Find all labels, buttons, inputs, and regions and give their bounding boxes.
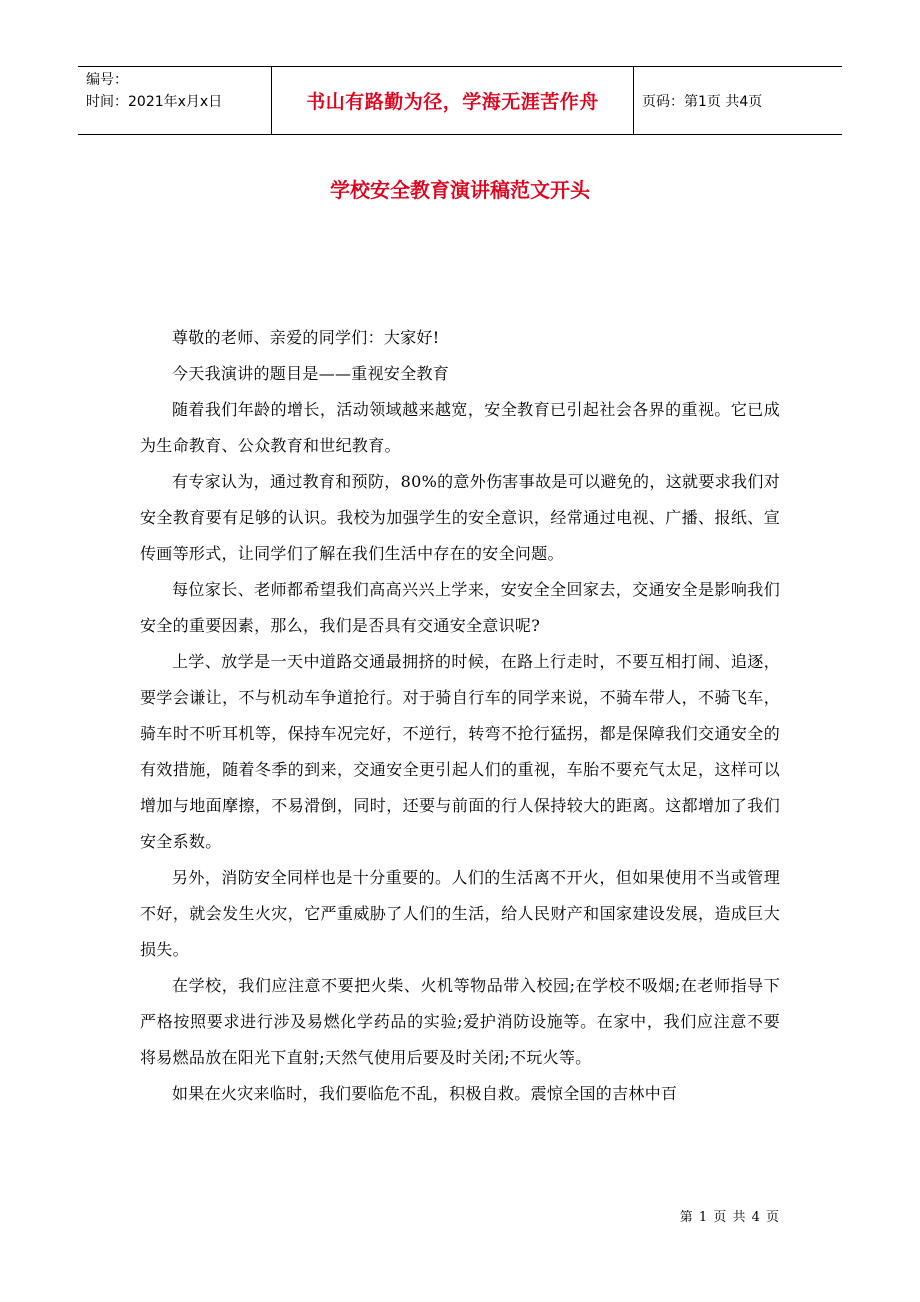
paragraph: 另外，消防安全同样也是十分重要的。人们的生活离不开火，但如果使用不当或管理不好，就会发生火灾，它严重威胁了人们的生活，给人民财产和国家建设发展，造成巨大损失。 xyxy=(140,868,780,959)
header-page-info: 页码：第1页 共4页 xyxy=(642,93,763,110)
header-motto: 书山有路勤为径，学海无涯苦作舟 xyxy=(306,91,599,113)
paragraph: 今天我演讲的题目是——重视安全教育 xyxy=(172,364,450,383)
paragraph: 尊敬的老师、亲爱的同学们：大家好! xyxy=(172,328,440,347)
header-meta-cell xyxy=(78,67,272,134)
date-label: 时间：2021年x月x日 xyxy=(86,94,223,110)
header-motto-cell xyxy=(272,67,634,134)
document-body xyxy=(140,320,780,1112)
paragraph: 有专家认为，通过教育和预防，80%的意外伤害事故是可以避免的，这就要求我们对安全教育要有足够的认识。我校为加强学生的安全意识，经常通过电视、广播、报纸、宣传画等形式，让同学们了解在我们生活中存在的安全问题。 xyxy=(140,472,780,563)
header-page-cell xyxy=(634,67,842,134)
paragraph: 如果在火灾来临时，我们要临危不乱，积极自救。震惊全国的吉林中百 xyxy=(172,1084,678,1103)
paragraph: 随着我们年龄的增长，活动领域越来越宽，安全教育已引起社会各界的重视。它已成为生命教育、公众教育和世纪教育。 xyxy=(140,400,780,455)
paragraph: 每位家长、老师都希望我们高高兴兴上学来，安安全全回家去，交通安全是影响我们安全的重要因素，那么，我们是否具有交通安全意识呢? xyxy=(140,580,780,635)
document-title: 学校安全教育演讲稿范文开头 xyxy=(330,178,590,202)
paragraph: 上学、放学是一天中道路交通最拥挤的时候，在路上行走时，不要互相打闹、追逐，要学会谦让，不与机动车争道抢行。对于骑自行车的同学来说，不骑车带人，不骑飞车，骑车时不听耳机等，保持车况完好，不逆行，转弯不抢行猛拐，都是保障我们交通安全的有效措施，随着冬季的到来，交通安全更引起人们的重视，车胎不要充气太足，这样可以增加与地面摩擦，不易滑倒，同时，还要与前面的行人保持较大的距离。这都增加了我们安全系数。 xyxy=(140,652,780,851)
paragraph: 在学校，我们应注意不要把火柴、火机等物品带入校园;在学校不吸烟;在老师指导下严格按照要求进行涉及易燃化学药品的实验;爱护消防设施等。在家中，我们应注意不要将易燃品放在阳光下直射;天然气使用后要及时关闭;不玩火等。 xyxy=(140,976,780,1067)
document-header xyxy=(78,66,842,135)
serial-number-label: 编号： xyxy=(86,72,128,88)
page-footer: 第 1 页 共 4 页 xyxy=(679,1210,780,1225)
